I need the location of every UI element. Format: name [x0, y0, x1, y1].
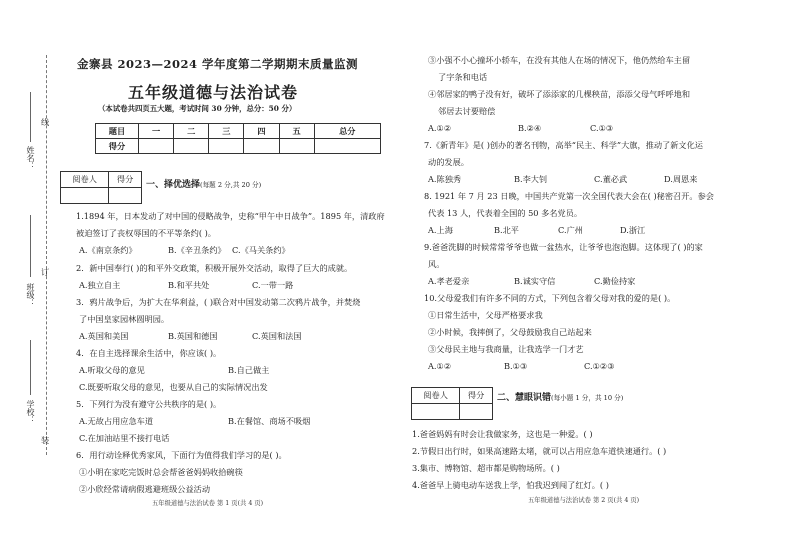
q3-option-b: B.英国和德国	[168, 331, 218, 341]
q10-option-b: B.①③	[504, 361, 528, 371]
q8-stem-line1: 8. 1921 年 7 月 23 日晚，中国共产党第一次全国代表大会在( )秘密召开。参会	[424, 191, 714, 201]
q6-stem: 6．用行动诠释优秀家风，下面行为值得我们学习的是( )。	[76, 450, 287, 460]
score-row-label: 得分	[96, 139, 139, 154]
section2-title-text: 二、慧眼识错	[497, 393, 552, 403]
section1-title-text: 一、择优选择	[146, 180, 201, 190]
score-cell[interactable]	[314, 139, 380, 154]
q2-stem: 2．新中国奉行( )的和平外交政策，积极开展外交活动，取得了巨大的成就。	[76, 263, 353, 273]
q3-stem-line1: 3．鸦片战争后，为扩大在华利益，( )联合对中国发动第二次鸦片战争，并焚烧	[76, 297, 361, 307]
q5-option-b: B.在餐馆、商场不吸烟	[228, 416, 311, 426]
seal-dashed-line	[46, 55, 47, 455]
q6-item-3-line2: 了字条和电话	[438, 72, 488, 82]
q8-option-b: B.北平	[494, 225, 519, 235]
q7-option-c: C.董必武	[594, 174, 628, 184]
q7-stem-line1: 7.《新青年》是( )创办的著名刊物，高举“民主、科学”大旗，推动了新文化运	[424, 140, 703, 150]
q5-option-a: A.无故占用应急车道	[79, 416, 154, 426]
footer-right: 五年级道德与法治试卷 第 2 页(共 4 页)	[528, 497, 640, 504]
exam-title: 金寨县 2023—2024 学年度第二学期期末质量监测	[77, 57, 359, 71]
q9-stem-line2: 风。	[428, 259, 445, 269]
judge-item-3: 3.集市、博物馆、超市都是购物场所。( )	[412, 463, 560, 473]
q6-item-4-line2: 邻居去讨要赔偿	[438, 106, 496, 116]
section2-title	[497, 390, 623, 403]
q6-item-3-line1: ③小强不小心撞坏小轿车，在没有其他人在场的情况下，他仍然给车主留	[428, 55, 691, 65]
section1-title	[146, 177, 261, 190]
q6-item-1: ①小明在家吃完饭时总会帮爸爸妈妈收拾碗筷	[79, 467, 243, 477]
q4-option-c: C.既要听取父母的意见，也要从自己的实际情况出发	[79, 382, 268, 392]
school-underline	[30, 340, 31, 395]
score-cell[interactable]	[244, 139, 279, 154]
q3-option-a: A.英国和美国	[79, 331, 129, 341]
q8-option-d: D.浙江	[620, 225, 646, 235]
q7-option-a: A.陈独秀	[428, 174, 462, 184]
q4-option-b: B.自己做主	[228, 365, 270, 375]
score-header-cell: 五	[279, 124, 314, 139]
q10-item-3: ③父母民主地与我商量，让我选学一门才艺	[428, 344, 584, 354]
q6-option-a: A.①②	[428, 123, 452, 133]
q6-item-2: ②小欣经常请病假逃避班级公益活动	[79, 484, 211, 494]
grader-score-label: 得分	[109, 172, 142, 188]
q5-option-c: C.在加油站里不接打电话	[79, 433, 170, 443]
score-cell[interactable]	[139, 139, 174, 154]
footer-left: 五年级道德与法治试卷 第 1 页(共 4 页)	[152, 500, 264, 507]
q9-option-a: A.孝老爱亲	[428, 276, 470, 286]
school-label: 学校：	[26, 400, 35, 424]
score-cell[interactable]	[174, 139, 209, 154]
grader-score-cell[interactable]	[460, 404, 493, 420]
seal-line-char-1: 线	[41, 117, 50, 127]
score-header-cell: 三	[209, 124, 244, 139]
q3-option-c: C.英国和法国	[252, 331, 302, 341]
q7-option-d: D.周恩来	[664, 174, 698, 184]
q3-stem-line2: 了中国皇家园林圆明园。	[79, 314, 170, 324]
judge-item-2: 2.节假日出行时，如果高速路太堵，就可以占用应急车道快速通行。( )	[412, 446, 667, 456]
grader-label: 阅卷人	[412, 388, 460, 404]
q1-option-c: C.《马关条约》	[232, 245, 290, 255]
seal-line-char-2: 订	[41, 267, 50, 277]
class-label: 班级：	[26, 283, 35, 307]
section2-points: (每小题 1 分，共 10 分)	[551, 394, 624, 402]
score-header-cell: 二	[174, 124, 209, 139]
q1-option-b: B.《辛丑条约》	[168, 245, 226, 255]
q4-stem: 4．在自主选择课余生活中，你应该( )。	[76, 348, 222, 358]
q9-option-c: C.勤俭持家	[594, 276, 636, 286]
q7-stem-line2: 动的发展。	[428, 157, 469, 167]
name-label: 姓名：	[26, 146, 35, 170]
score-header-cell: 题目	[96, 124, 139, 139]
grader-name-cell[interactable]	[61, 188, 109, 204]
binding-margin	[0, 0, 52, 543]
q7-option-b: B.李大钊	[514, 174, 548, 184]
q1-stem-line2: 被迫签订了丧权辱国的不平等条约( )。	[76, 228, 216, 238]
q10-stem: 10.父母爱我们有许多不同的方式，下列包含着父母对我的爱的是( )。	[424, 293, 676, 303]
grader-label: 阅卷人	[61, 172, 109, 188]
q9-stem-line1: 9.爸爸洗脚的时候常常爷爷也做一盆热水，让爷爷也泡泡脚。这体现了( )的家	[424, 242, 703, 252]
q1-stem-line1: 1.1894 年，日本发动了对中国的侵略战争，史称“甲午中日战争”。1895 年，清政府	[76, 211, 385, 221]
score-table	[95, 123, 381, 154]
q9-option-b: B.诚实守信	[514, 276, 556, 286]
grader-score-cell[interactable]	[109, 188, 142, 204]
grader-name-cell[interactable]	[412, 404, 460, 420]
exam-note: （本试卷共四页五大题，考试时间 30 分钟，总分：50 分）	[98, 104, 297, 113]
section1-points: (每题 2 分,共 20 分)	[200, 181, 262, 189]
q2-option-b: B.和平共处	[168, 280, 210, 290]
q5-stem: 5．下列行为没有遵守公共秩序的是( )。	[76, 399, 222, 409]
q10-item-2: ②小时候，我摔倒了，父母鼓励我自己站起来	[428, 327, 592, 337]
judge-item-1: 1.爸爸妈妈有时会让我做家务，这也是一种爱。( )	[412, 429, 593, 439]
q6-option-c: C.①③	[590, 123, 614, 133]
score-header-cell: 四	[244, 124, 279, 139]
subject-title: 五年级道德与法治试卷	[128, 83, 299, 102]
q8-option-a: A.上海	[428, 225, 453, 235]
seal-line-char-3: 装	[41, 435, 50, 445]
score-header-cell: 总分	[314, 124, 380, 139]
q6-option-b: B.②④	[518, 123, 542, 133]
score-header-cell: 一	[139, 124, 174, 139]
q2-option-c: C.一带一路	[252, 280, 294, 290]
q2-option-a: A.独立自主	[79, 280, 121, 290]
class-underline	[30, 215, 31, 277]
q8-stem-line2: 代表 13 人，代表着全国的 50 多名党员。	[428, 208, 583, 218]
grader-box-1	[60, 171, 142, 204]
grader-box-2	[411, 387, 493, 420]
grader-score-label: 得分	[460, 388, 493, 404]
judge-item-4: 4.爸爸早上骑电动车送我上学，怕我迟到闯了红灯。( )	[412, 480, 609, 490]
q4-option-a: A.听取父母的意见	[79, 365, 145, 375]
q10-option-a: A.①②	[428, 361, 452, 371]
q8-option-c: C.广州	[558, 225, 583, 235]
name-underline	[30, 92, 31, 142]
q10-item-1: ①日常生活中，父母严格要求我	[428, 310, 543, 320]
score-cell[interactable]	[279, 139, 314, 154]
q1-option-a: A.《南京条约》	[79, 245, 137, 255]
q6-item-4-line1: ④邻居家的鸭子没有好，破坏了添添家的几棵秧苗，添添父母气呼呼地和	[428, 89, 691, 99]
score-cell[interactable]	[209, 139, 244, 154]
q10-option-c: C.①②③	[584, 361, 615, 371]
